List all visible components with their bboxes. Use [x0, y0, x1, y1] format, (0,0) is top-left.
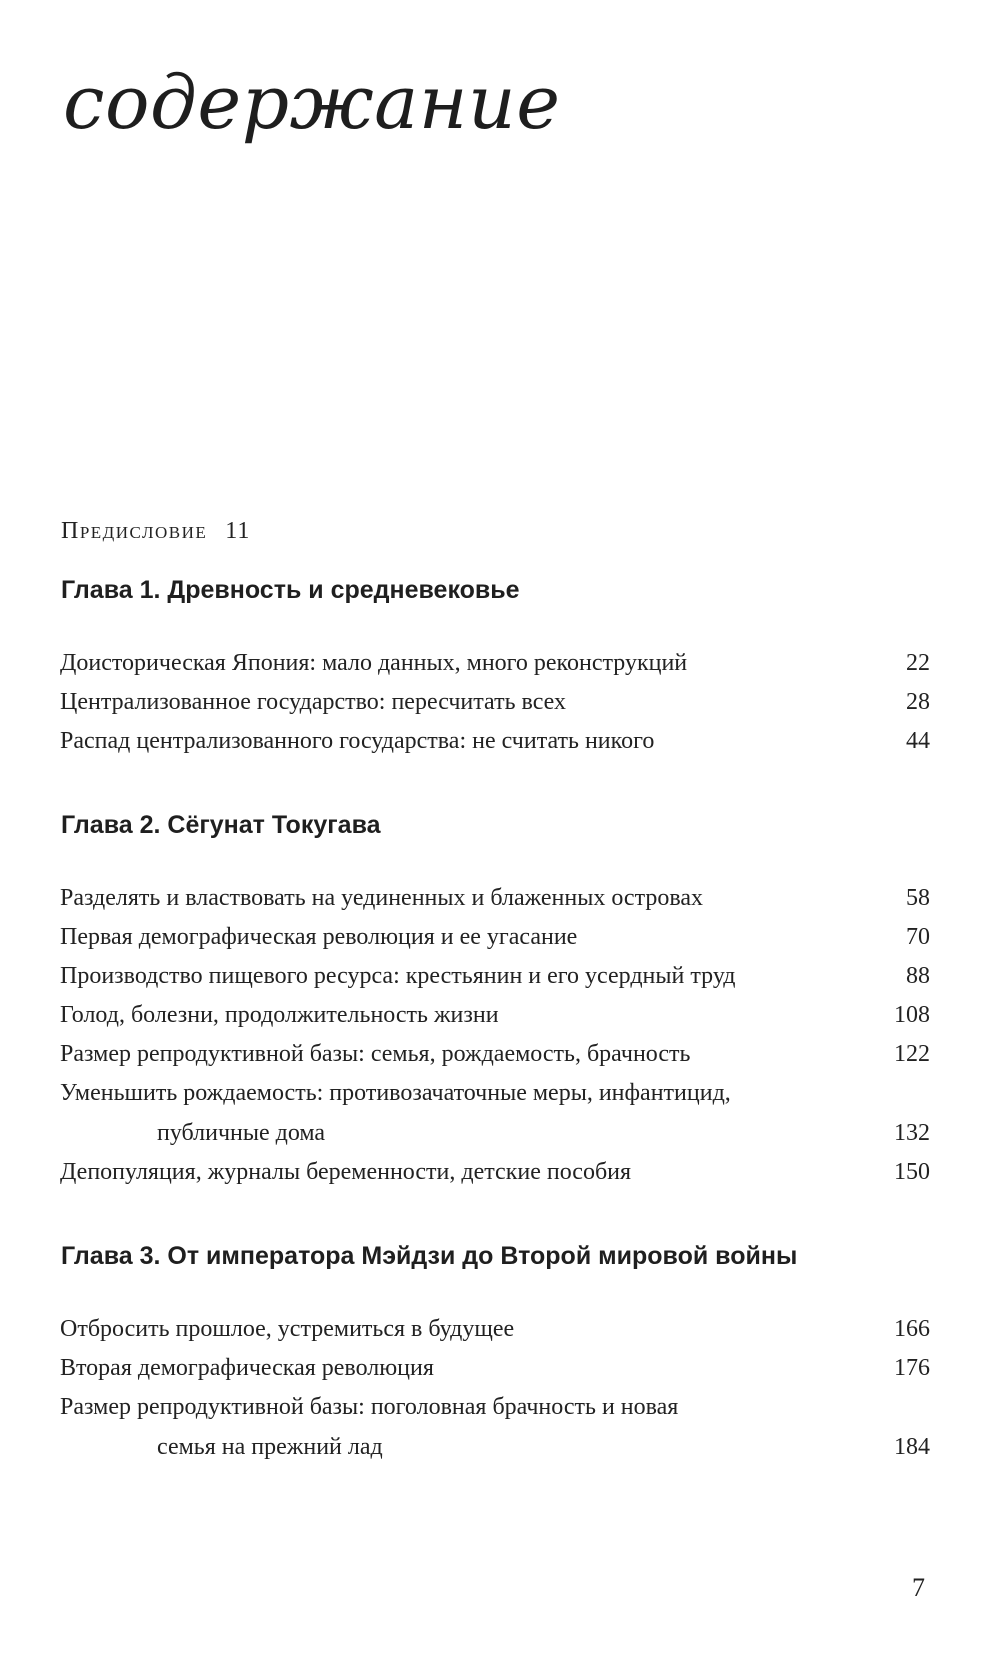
- toc-entry-title: Отбросить прошлое, устремиться в будущее: [60, 1316, 515, 1342]
- toc-entry-page: 150: [894, 1159, 930, 1185]
- toc-entry-page: 108: [894, 1002, 930, 1028]
- toc-entry-page: 122: [894, 1041, 930, 1067]
- toc-entry-title: Централизованное государство: пересчитать всех: [60, 689, 566, 715]
- toc-entry-title: Первая демографическая революция и ее угасание: [60, 924, 578, 950]
- toc-entry-title: Голод, болезни, продолжительность жизни: [60, 1002, 499, 1028]
- toc-entry-page: 28: [906, 689, 930, 715]
- toc-entry-page: 184: [894, 1434, 930, 1460]
- toc-entry-title: Вторая демографическая революция: [60, 1355, 434, 1381]
- toc-entry-title: Уменьшить рождаемость: противозачаточные меры, инфантицид,: [60, 1080, 731, 1106]
- toc-entry-title: Разделять и властвовать на уединенных и блаженных островах: [60, 885, 704, 911]
- page-number: 7: [912, 1573, 925, 1602]
- toc-entry-title-continued: семья на прежний лад: [157, 1434, 383, 1460]
- toc-entry-page: 44: [906, 728, 930, 754]
- page-title: содержание: [63, 60, 561, 146]
- toc-entry-page: 22: [906, 650, 930, 676]
- toc-entry-page: 132: [894, 1120, 930, 1146]
- chapter-3-heading[interactable]: Глава 3. От императора Мэйдзи до Второй мировой войны: [61, 1242, 798, 1270]
- toc-entry-page: 166: [894, 1316, 930, 1342]
- toc-entry-page: 176: [894, 1355, 930, 1381]
- toc-entry-title: Производство пищевого ресурса: крестьянин и его усердный труд: [60, 963, 736, 989]
- chapter-2-heading[interactable]: Глава 2. Сёгунат Токугава: [61, 811, 381, 839]
- toc-entry-title: Размер репродуктивной базы: поголовная брачность и новая: [60, 1394, 679, 1420]
- toc-entry-page: 88: [906, 963, 930, 989]
- preface-label: Предисловие: [61, 518, 208, 544]
- toc-entry-title-continued: публичные дома: [157, 1120, 326, 1146]
- toc-entry-page: 70: [906, 924, 930, 950]
- toc-entry-title: Доисторическая Япония: мало данных, много реконструкций: [60, 650, 688, 676]
- toc-entry-title: Распад централизованного государства: не считать никого: [60, 728, 655, 754]
- toc-entry-title: Депопуляция, журналы беременности, детские пособия: [60, 1159, 632, 1185]
- toc-entry-title: Размер репродуктивной базы: семья, рождаемость, брачность: [60, 1041, 691, 1067]
- preface-page-number: 11: [225, 518, 251, 544]
- chapter-1-heading[interactable]: Глава 1. Древность и средневековье: [61, 576, 520, 604]
- toc-preface[interactable]: [61, 518, 250, 545]
- toc-entry-page: 58: [906, 885, 930, 911]
